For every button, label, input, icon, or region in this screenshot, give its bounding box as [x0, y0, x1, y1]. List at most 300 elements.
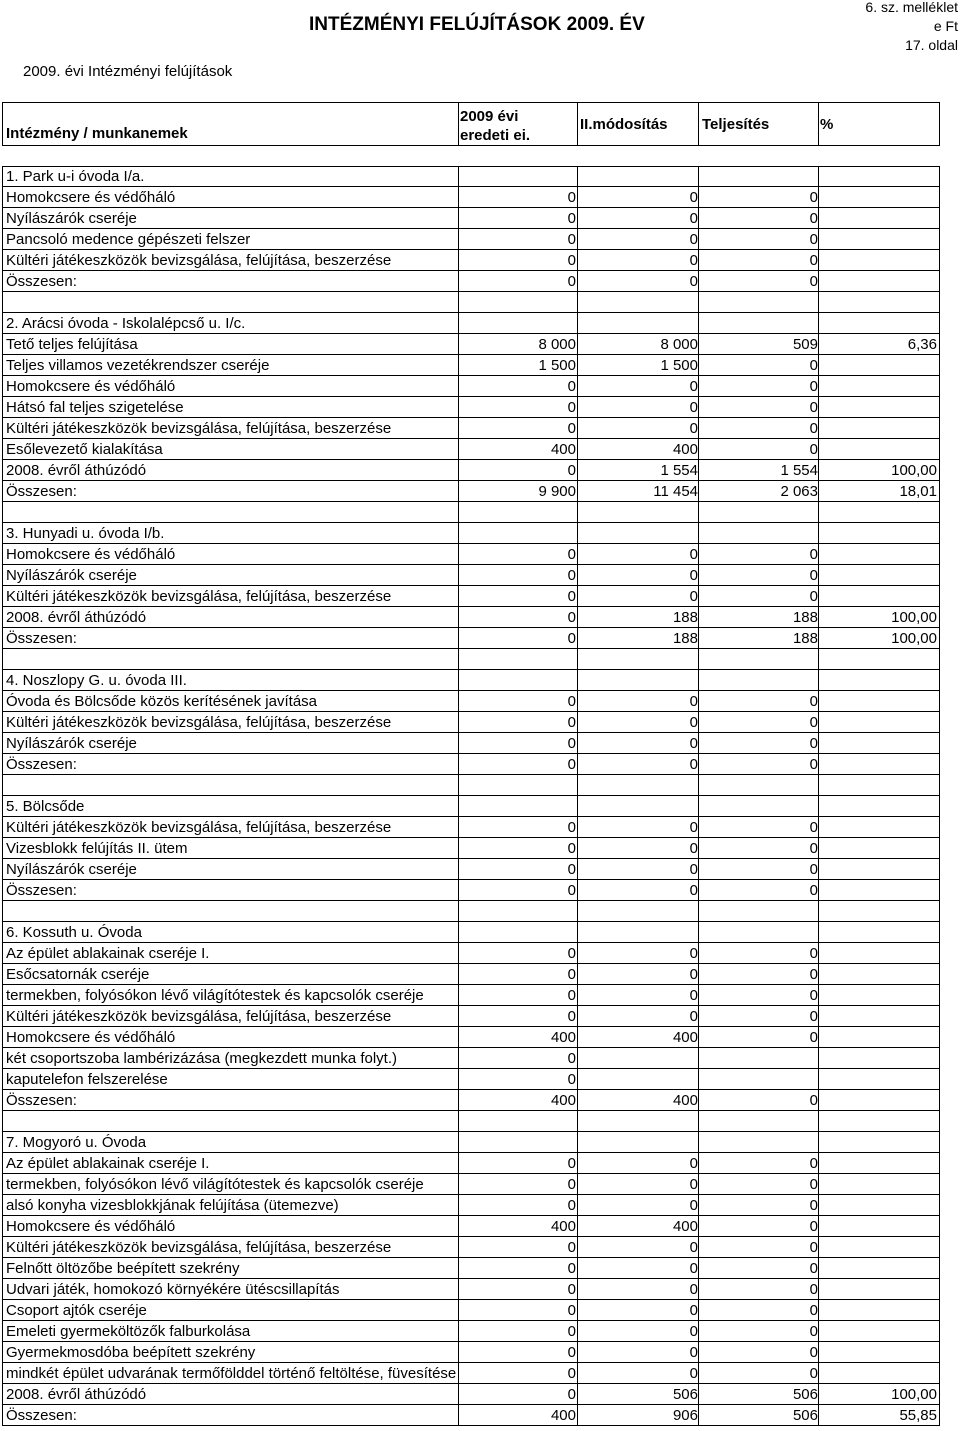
value-fulfilled: 0	[809, 882, 818, 899]
table-row	[0, 1153, 960, 1174]
cell-border	[939, 481, 940, 502]
cell-border	[2, 1174, 3, 1195]
row-label: Összesen:	[6, 1092, 77, 1109]
value-original: 0	[567, 861, 576, 878]
cell-border	[939, 397, 940, 418]
cell-border	[939, 292, 940, 313]
value-original: 0	[567, 693, 576, 710]
value-fulfilled: 0	[809, 1092, 818, 1109]
cell-border	[939, 1342, 940, 1363]
cell-border	[698, 1174, 699, 1195]
header-divider	[939, 102, 940, 146]
value-fulfilled: 0	[809, 1029, 818, 1046]
value-percent	[820, 1237, 937, 1258]
cell-border	[698, 1027, 699, 1048]
cell-border	[2, 1027, 3, 1048]
cell-border	[939, 1132, 940, 1153]
value-percent	[820, 922, 937, 943]
cell-border	[818, 733, 819, 754]
value-percent: 6,36	[907, 336, 937, 353]
column-header-original	[460, 107, 530, 145]
row-label: két csoportszoba lambérizázása (megkezdett munka folyt.)	[6, 1050, 398, 1067]
table-row	[0, 334, 960, 355]
value-original: 0	[567, 630, 576, 647]
value-modified	[578, 1132, 698, 1153]
value-percent	[820, 817, 937, 838]
cell-border	[939, 1027, 940, 1048]
cell-border	[818, 1321, 819, 1342]
value-original: 0	[567, 1176, 576, 1193]
value-original	[458, 502, 576, 523]
value-fulfilled: 0	[809, 546, 818, 563]
value-percent	[820, 565, 937, 586]
cell-border	[698, 1132, 699, 1153]
cell-border	[939, 250, 940, 271]
cell-border	[818, 712, 819, 733]
cell-border	[2, 1384, 3, 1405]
value-modified: 0	[689, 693, 698, 710]
value-percent	[820, 313, 937, 334]
table-row	[0, 754, 960, 775]
cell-border	[818, 1300, 819, 1321]
cell-border	[939, 208, 940, 229]
value-percent	[820, 376, 937, 397]
value-original: 0	[567, 609, 576, 626]
table-row	[0, 796, 960, 817]
cell-border	[2, 481, 3, 502]
cell-border	[818, 565, 819, 586]
header-divider	[818, 102, 819, 146]
table-row	[0, 733, 960, 754]
cell-border	[2, 1111, 3, 1132]
cell-border	[939, 565, 940, 586]
table-row	[0, 397, 960, 418]
value-fulfilled: 0	[809, 966, 818, 983]
cell-border	[698, 922, 699, 943]
cell-border	[939, 586, 940, 607]
cell-border	[2, 1006, 3, 1027]
column-header-label: Intézmény / munkanemek	[6, 125, 188, 142]
row-label: Homokcsere és védőháló	[6, 189, 176, 206]
report-title: INTÉZMÉNYI FELÚJÍTÁSOK 2009. ÉV	[309, 14, 645, 35]
row-label: Összesen:	[6, 882, 77, 899]
value-fulfilled: 0	[809, 840, 818, 857]
cell-border	[2, 922, 3, 943]
value-percent	[820, 775, 937, 796]
cell-border	[818, 817, 819, 838]
value-percent	[820, 1321, 937, 1342]
value-percent	[820, 1363, 937, 1384]
cell-border	[2, 187, 3, 208]
value-fulfilled	[700, 1048, 818, 1069]
row-label: Az épület ablakainak cseréje I.	[6, 1155, 210, 1172]
table-row	[0, 1111, 960, 1132]
table-row	[0, 838, 960, 859]
value-original: 0	[567, 420, 576, 437]
value-percent	[820, 292, 937, 313]
body-top-border	[2, 166, 940, 167]
table-row	[0, 607, 960, 628]
unit-label: e Ft	[933, 18, 958, 34]
cell-border	[2, 691, 3, 712]
cell-border	[698, 1279, 699, 1300]
value-modified	[578, 796, 698, 817]
value-original: 0	[567, 1155, 576, 1172]
value-fulfilled: 0	[809, 945, 818, 962]
value-percent	[820, 250, 937, 271]
value-modified: 188	[672, 630, 698, 647]
cell-border	[818, 418, 819, 439]
row-label: Kültéri játékeszközök bevizsgálása, felújítása, beszerzése	[6, 1008, 392, 1025]
row-label: Homokcsere és védőháló	[6, 1029, 176, 1046]
value-original	[458, 523, 576, 544]
value-fulfilled: 0	[809, 1260, 818, 1277]
cell-border	[2, 838, 3, 859]
cell-border	[939, 733, 940, 754]
value-fulfilled: 0	[809, 1218, 818, 1235]
value-percent	[820, 838, 937, 859]
row-label: Nyílászárók cseréje	[6, 210, 137, 227]
value-modified: 0	[689, 861, 698, 878]
row-label	[6, 775, 458, 796]
row-label	[6, 649, 458, 670]
value-fulfilled	[700, 523, 818, 544]
value-modified: 0	[689, 714, 698, 731]
cell-border	[818, 880, 819, 901]
value-percent	[820, 712, 937, 733]
value-percent	[820, 271, 937, 292]
value-percent	[820, 796, 937, 817]
table-row	[0, 943, 960, 964]
row-label: Összesen:	[6, 273, 77, 290]
cell-border	[939, 1111, 940, 1132]
value-fulfilled: 0	[809, 1155, 818, 1172]
value-fulfilled: 506	[792, 1386, 818, 1403]
value-fulfilled: 0	[809, 567, 818, 584]
row-label: 2. Arácsi óvoda - Iskolalépcső u. I/c.	[6, 315, 246, 332]
value-original: 0	[567, 588, 576, 605]
value-modified	[578, 1069, 698, 1090]
cell-border	[818, 796, 819, 817]
value-modified: 0	[689, 966, 698, 983]
value-percent	[820, 187, 937, 208]
table-row	[0, 313, 960, 334]
value-modified	[578, 901, 698, 922]
cell-border	[2, 817, 3, 838]
table-row	[0, 1300, 960, 1321]
header-divider	[458, 102, 459, 146]
value-original: 9 900	[538, 483, 576, 500]
value-percent	[820, 901, 937, 922]
cell-border	[2, 796, 3, 817]
value-fulfilled: 0	[809, 1344, 818, 1361]
value-percent	[820, 1342, 937, 1363]
column-header-original-line2: eredeti ei.	[460, 127, 531, 144]
value-modified	[578, 1048, 698, 1069]
value-original: 0	[567, 1260, 576, 1277]
value-fulfilled	[700, 313, 818, 334]
cell-border	[818, 187, 819, 208]
value-original: 0	[567, 945, 576, 962]
value-original: 0	[567, 1344, 576, 1361]
table-row	[0, 166, 960, 187]
row-label: Összesen:	[6, 1407, 77, 1424]
value-modified: 0	[689, 588, 698, 605]
value-modified: 0	[689, 567, 698, 584]
value-original: 0	[567, 546, 576, 563]
cell-border	[698, 565, 699, 586]
table-row	[0, 985, 960, 1006]
cell-border	[939, 1300, 940, 1321]
cell-border	[939, 1090, 940, 1111]
cell-border	[2, 250, 3, 271]
value-original: 0	[567, 567, 576, 584]
cell-border	[2, 460, 3, 481]
cell-border	[2, 775, 3, 796]
cell-border	[939, 502, 940, 523]
cell-border	[698, 586, 699, 607]
value-modified: 0	[689, 231, 698, 248]
cell-border	[2, 208, 3, 229]
row-label: Homokcsere és védőháló	[6, 1218, 176, 1235]
cell-border	[939, 754, 940, 775]
cell-border	[939, 1363, 940, 1384]
value-original	[458, 649, 576, 670]
cell-border	[2, 607, 3, 628]
row-label: Csoport ajtók cseréje	[6, 1302, 147, 1319]
value-modified	[578, 922, 698, 943]
cell-border	[939, 901, 940, 922]
cell-border	[698, 208, 699, 229]
row-label: 5. Bölcsőde	[6, 798, 85, 815]
cell-border	[2, 544, 3, 565]
value-modified	[578, 166, 698, 187]
cell-border	[939, 775, 940, 796]
cell-border	[2, 628, 3, 649]
row-label: 2008. évről áthúzódó	[6, 1386, 147, 1403]
value-original	[458, 166, 576, 187]
cell-border	[2, 649, 3, 670]
cell-border	[698, 187, 699, 208]
value-original	[458, 922, 576, 943]
value-percent	[820, 1279, 937, 1300]
cell-border	[818, 1195, 819, 1216]
table-row	[0, 1342, 960, 1363]
cell-border	[698, 1384, 699, 1405]
table-row	[0, 1069, 960, 1090]
row-label: Udvari játék, homokozó környékére ütéscsillapítás	[6, 1281, 340, 1298]
cell-border	[2, 1258, 3, 1279]
cell-border	[939, 817, 940, 838]
value-percent	[820, 964, 937, 985]
cell-border	[939, 838, 940, 859]
cell-border	[818, 607, 819, 628]
value-percent: 55,85	[899, 1407, 937, 1424]
cell-border	[698, 817, 699, 838]
table-row	[0, 502, 960, 523]
header-divider	[698, 102, 699, 146]
column-header-original-line1: 2009 évi	[460, 108, 519, 125]
value-fulfilled: 0	[809, 819, 818, 836]
cell-border	[818, 523, 819, 544]
value-modified: 0	[689, 420, 698, 437]
value-modified: 400	[672, 1092, 698, 1109]
value-fulfilled: 0	[809, 1239, 818, 1256]
value-modified: 0	[689, 1323, 698, 1340]
value-percent	[820, 355, 937, 376]
value-percent: 100,00	[891, 1386, 937, 1403]
cell-border	[2, 733, 3, 754]
value-fulfilled: 2 063	[780, 483, 818, 500]
value-modified: 400	[672, 1029, 698, 1046]
value-fulfilled: 506	[792, 1407, 818, 1424]
cell-border	[698, 523, 699, 544]
value-original: 0	[567, 189, 576, 206]
cell-border	[939, 229, 940, 250]
value-original: 0	[567, 273, 576, 290]
cell-border	[698, 397, 699, 418]
cell-border	[939, 1069, 940, 1090]
cell-border	[818, 1027, 819, 1048]
cell-border	[818, 1069, 819, 1090]
cell-border	[698, 1216, 699, 1237]
table-row	[0, 586, 960, 607]
cell-border	[818, 1153, 819, 1174]
table-row	[0, 775, 960, 796]
cell-border	[818, 439, 819, 460]
value-percent	[820, 1027, 937, 1048]
cell-border	[939, 670, 940, 691]
table-row	[0, 523, 960, 544]
table-row	[0, 1405, 960, 1426]
value-original: 0	[567, 462, 576, 479]
cell-border	[818, 271, 819, 292]
cell-border	[698, 250, 699, 271]
value-percent	[820, 502, 937, 523]
cell-border	[2, 229, 3, 250]
header-top-border	[2, 102, 940, 103]
value-original: 0	[567, 231, 576, 248]
value-modified: 0	[689, 1176, 698, 1193]
value-fulfilled	[700, 292, 818, 313]
cell-border	[698, 502, 699, 523]
value-modified: 188	[672, 609, 698, 626]
page-number: 17. oldal	[905, 37, 958, 53]
value-modified: 506	[672, 1386, 698, 1403]
value-original	[458, 1111, 576, 1132]
cell-border	[2, 964, 3, 985]
table-row	[0, 376, 960, 397]
value-percent	[820, 523, 937, 544]
cell-border	[939, 607, 940, 628]
cell-border	[818, 292, 819, 313]
value-original	[458, 313, 576, 334]
row-label: Kültéri játékeszközök bevizsgálása, felújítása, beszerzése	[6, 1239, 392, 1256]
cell-border	[2, 1048, 3, 1069]
value-modified: 0	[689, 756, 698, 773]
cell-border	[818, 376, 819, 397]
value-fulfilled	[700, 166, 818, 187]
cell-border	[2, 1069, 3, 1090]
cell-border	[2, 565, 3, 586]
value-modified: 8 000	[660, 336, 698, 353]
cell-border	[698, 712, 699, 733]
value-percent: 100,00	[891, 462, 937, 479]
value-fulfilled: 0	[809, 357, 818, 374]
cell-border	[698, 1111, 699, 1132]
header-divider	[2, 102, 3, 146]
cell-border	[939, 1405, 940, 1426]
value-percent	[820, 418, 937, 439]
cell-border	[818, 1006, 819, 1027]
cell-border	[698, 1048, 699, 1069]
value-fulfilled	[700, 901, 818, 922]
row-label: Kültéri játékeszközök bevizsgálása, felújítása, beszerzése	[6, 252, 392, 269]
table-row	[0, 187, 960, 208]
cell-border	[2, 1321, 3, 1342]
value-modified: 0	[689, 1260, 698, 1277]
cell-border	[939, 880, 940, 901]
cell-border	[2, 1405, 3, 1426]
value-modified: 0	[689, 840, 698, 857]
cell-border	[698, 1342, 699, 1363]
table-row	[0, 1090, 960, 1111]
cell-border	[818, 775, 819, 796]
cell-border	[939, 376, 940, 397]
value-original: 0	[567, 819, 576, 836]
value-original: 0	[567, 840, 576, 857]
value-modified: 0	[689, 399, 698, 416]
value-fulfilled: 0	[809, 861, 818, 878]
cell-border	[2, 271, 3, 292]
cell-border	[2, 1132, 3, 1153]
cell-border	[939, 712, 940, 733]
cell-border	[698, 460, 699, 481]
table-row	[0, 880, 960, 901]
cell-border	[698, 418, 699, 439]
value-percent	[820, 586, 937, 607]
row-label: Az épület ablakainak cseréje I.	[6, 945, 210, 962]
value-original: 0	[567, 1323, 576, 1340]
value-fulfilled	[700, 1132, 818, 1153]
value-percent	[820, 880, 937, 901]
value-modified	[578, 775, 698, 796]
value-original: 0	[567, 735, 576, 752]
cell-border	[939, 166, 940, 187]
value-modified: 0	[689, 1281, 698, 1298]
value-fulfilled: 509	[792, 336, 818, 353]
table-row	[0, 1321, 960, 1342]
value-original	[458, 1132, 576, 1153]
cell-border	[698, 670, 699, 691]
cell-border	[2, 166, 3, 187]
cell-border	[939, 523, 940, 544]
cell-border	[2, 292, 3, 313]
cell-border	[2, 1300, 3, 1321]
value-percent	[820, 439, 937, 460]
cell-border	[818, 943, 819, 964]
value-modified: 400	[672, 441, 698, 458]
cell-border	[698, 733, 699, 754]
cell-border	[818, 1216, 819, 1237]
cell-border	[818, 1405, 819, 1426]
cell-border	[698, 754, 699, 775]
cell-border	[939, 1195, 940, 1216]
cell-border	[698, 355, 699, 376]
value-fulfilled: 0	[809, 1323, 818, 1340]
cell-border	[2, 880, 3, 901]
cell-border	[698, 1321, 699, 1342]
